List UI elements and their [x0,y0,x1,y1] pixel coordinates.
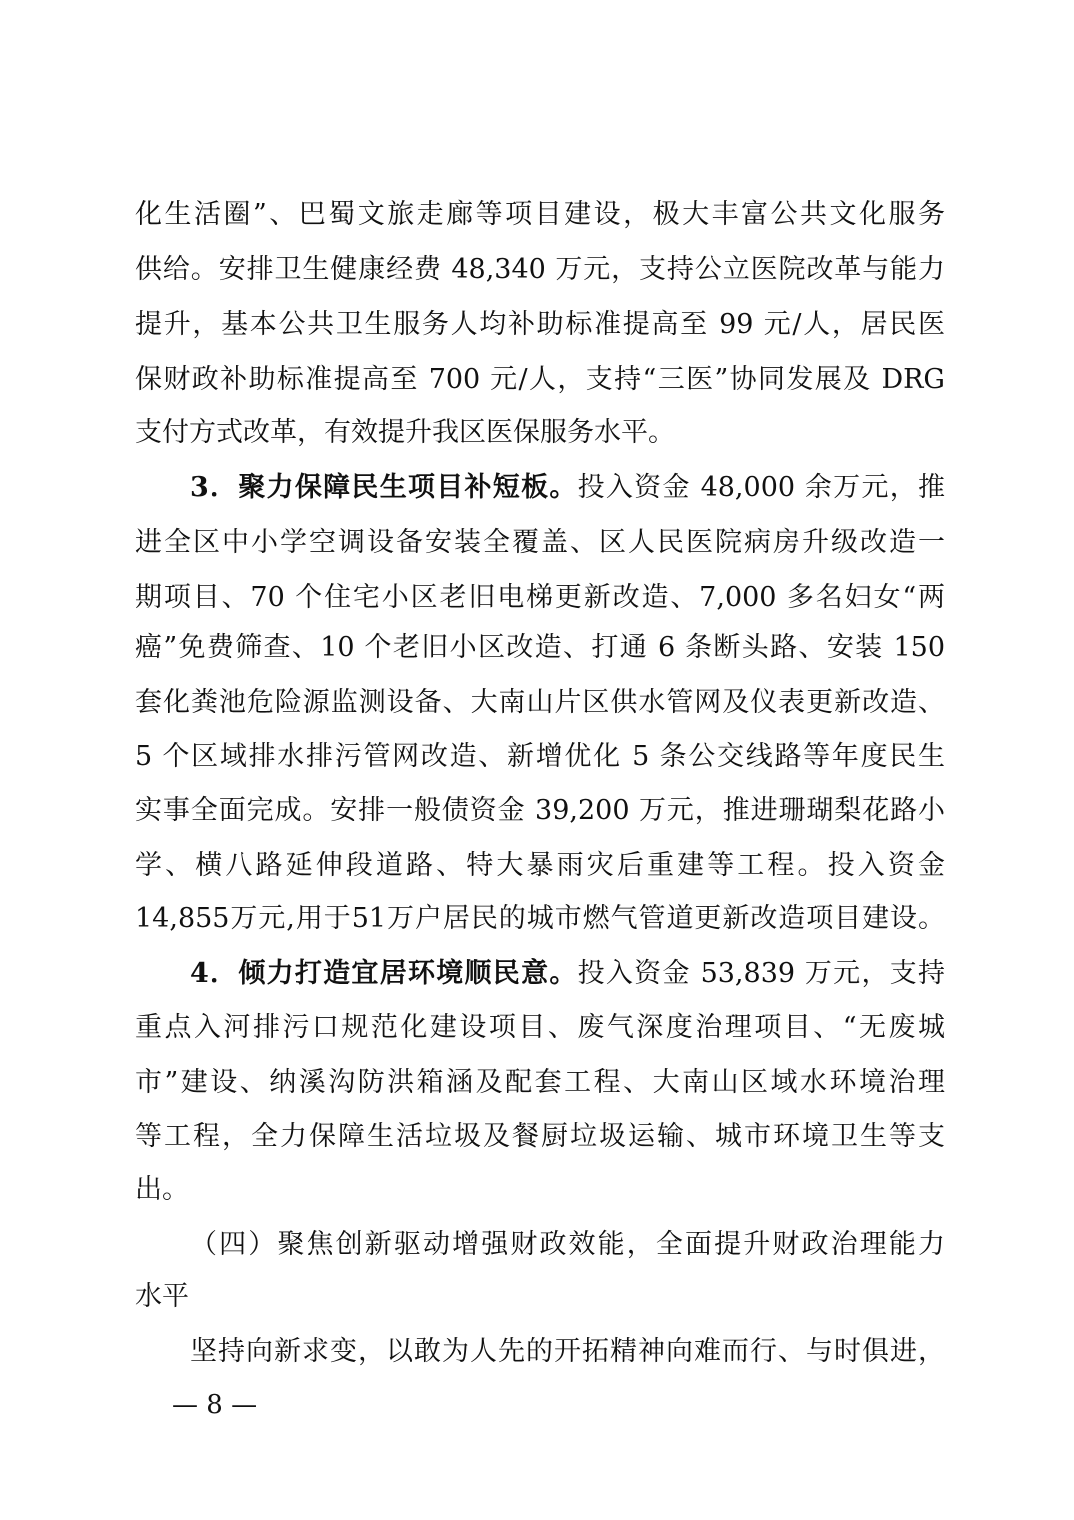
text-line: 套化粪池危险源监测设备、大南山片区供水管网及仪表更新改造、 [135,687,945,718]
text-line: 期项目、70 个住宅小区老旧电梯更新改造、7,000 多名妇女“两 [135,582,945,613]
text-line: 学、横八路延伸段道路、特大暴雨灾后重建等工程。投入资金 [135,850,945,881]
text-line [190,461,945,515]
text-line: 癌”免费筛查、10 个老旧小区改造、打通 6 条断头路、安装 150 [135,632,945,663]
section-heading: （四）聚焦创新驱动增强财政效能，全面提升财政治理能力 [190,1229,945,1260]
text-line: 化生活圈”、巴蜀文旅走廊等项目建设，极大丰富公共文化服务 [135,199,945,230]
text-line: 出。 [135,1174,189,1205]
text-line: 实事全面完成。安排一般债资金 39,200 万元，推进珊瑚梨花路小 [135,795,945,826]
item-heading: 4．倾力打造宜居环境顺民意。 [190,958,578,989]
text-line: 供给。安排卫生健康经费 48,340 万元，支持公立医院改革与能力 [135,254,945,285]
text-line: 提升，基本公共卫生服务人均补助标准提高至 99 元/人，居民医 [135,309,945,340]
text-line: 市”建设、纳溪沟防洪箱涵及配套工程、大南山区域水环境治理 [135,1067,945,1098]
text-line: 保财政补助标准提高至 700 元/人，支持“三医”协同发展及 DRG [135,364,945,395]
text-line: 等工程，全力保障生活垃圾及餐厨垃圾运输、城市环境卫生等支 [135,1121,945,1152]
text-line: 14,855万元,用于51万户居民的城市燃气管道更新改造项目建设。 [135,903,945,934]
item-text: 投入资金 53,839 万元，支持 [577,958,945,989]
text-line: 5 个区域排水排污管网改造、新增优化 5 条公交线路等年度民生 [135,741,945,772]
item-heading: 3．聚力保障民生项目补短板。 [190,472,578,503]
item-text: 投入资金 48,000 余万元，推 [577,472,945,503]
text-line: 支付方式改革，有效提升我区医保服务水平。 [135,417,675,448]
section-heading-cont: 水平 [135,1281,189,1312]
text-line: 进全区中小学空调设备安装全覆盖、区人民医院病房升级改造一 [135,527,945,558]
text-line: 坚持向新求变，以敢为人先的开拓精神向难而行、与时俱进， [190,1336,945,1367]
text-line: 重点入河排污口规范化建设项目、废气深度治理项目、“无废城 [135,1012,945,1043]
text-line [190,947,945,1001]
page-number: — 8 — [172,1390,258,1420]
